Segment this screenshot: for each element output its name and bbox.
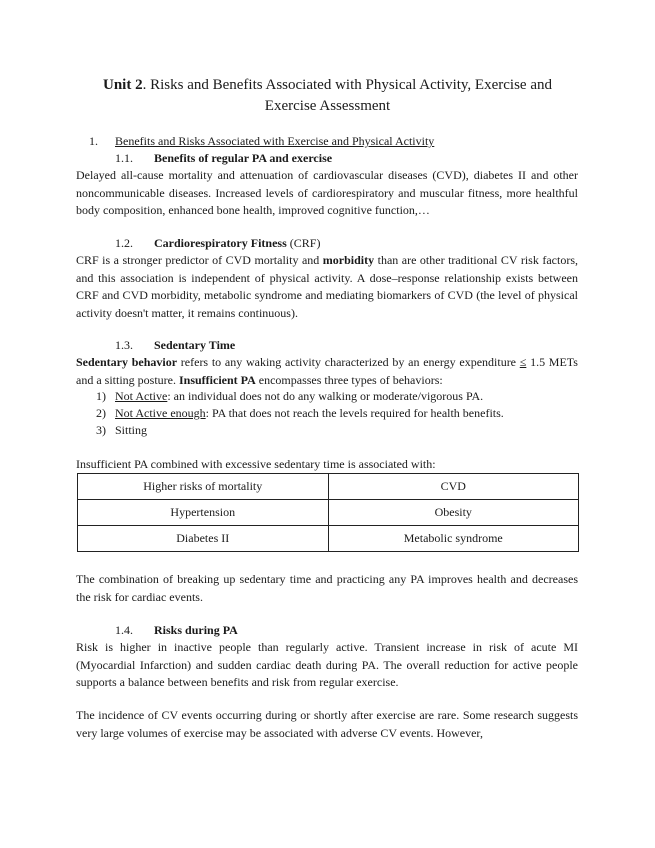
list-item [96,422,147,439]
s1-2-body-b: than are other traditional CV risk factors, and this association is independent of physical activity. A dose–response relationship exists between CRF and CVD morbidity, metabolic syndrome and mediating biomarkers of CVD (the level of physical activity doesn't matter, it remains continuous). [76,253,578,320]
section1-heading: Benefits and Risks Associated with Exercise and Physical Activity [115,134,435,148]
s1-3-heading-text: Sedentary Time [154,338,236,352]
table-cell: Diabetes II [78,526,329,552]
s1-1-number: 1.1. [115,151,133,165]
list-item-text: : PA that does not reach the levels required for health benefits. [205,406,504,420]
table-cell: CVD [328,474,579,500]
table-cell: Hypertension [78,500,329,526]
s1-1-heading [154,150,332,167]
table-row [78,500,579,526]
s1-4-heading [154,622,238,639]
list-item-term: Not Active enough [115,406,206,420]
table-row [78,474,579,500]
table-cell: Higher risks of mortality [78,474,329,500]
s1-4-body2: The incidence of CV events occurring during or shortly after exercise are rare. Some research suggests very large volumes of exercise may be associated with adverse CV events. However, [76,708,578,740]
s1-1-heading-text: Benefits of regular PA and exercise [154,151,333,165]
s1-3-number: 1.3. [115,338,133,352]
s1-2-number: 1.2. [115,236,133,250]
table-intro: Insufficient PA combined with excessive sedentary time is associated with: [76,457,436,471]
s1-4-heading-text: Risks during PA [154,623,238,637]
s1-2-heading [154,235,320,252]
s1-3-heading [154,337,235,354]
s1-2-heading-suffix: (CRF) [286,236,321,250]
associations-table [77,473,579,552]
list-item-number: 1) [96,389,106,403]
s1-3-body-bold2: Insufficient PA [178,372,256,387]
list-item-text: : an individual does not do any walking or moderate/vigorous PA. [167,389,484,403]
s1-2-body [76,252,578,322]
s1-3-body-a: refers to any waking activity characterized by an energy expenditure [177,355,520,369]
title-unit-label: Unit 2 [103,77,143,93]
title-line1: . Risks and Benefits Associated with Physical Activity, Exercise and [142,77,552,93]
list-item-number: 3) [96,423,106,437]
s1-4-number: 1.4. [115,623,133,637]
table-row [78,526,579,552]
list-item-term: Not Active [115,389,168,403]
after-table-text: The combination of breaking up sedentary time and practicing any PA improves health and decreases the risk for cardiac events. [76,572,578,604]
list-item [96,405,504,422]
s1-2-body-a: CRF is a stronger predictor of CVD mortality and [76,253,323,267]
table-cell: Obesity [328,500,579,526]
s1-3-body [76,354,578,389]
list-item [96,388,483,405]
list-item-number: 2) [96,406,106,420]
document-title [90,75,565,117]
s1-1-body: Delayed all-cause mortality and attenuation of cardiovascular diseases (CVD), diabetes II and other noncommunicable diseases. Increased levels of cardiorespiratory and muscular fitness, more healthful body composition, enhanced bone health, improved cognitive function,… [76,168,578,217]
s1-4-body1: Risk is higher in inactive people than regularly active. Transient increase in risk of acute MI (Myocardial Infarction) and sudden cardiac death during PA. The overall reduction for active people supports a balance between benefits and risk from regular exercise. [76,640,578,689]
title-line2: Exercise Assessment [264,98,391,114]
list-item-text: Sitting [115,423,148,437]
s1-2-body-bold: morbidity [322,253,375,267]
s1-3-body-bold1: Sedentary behavior [76,355,178,369]
s1-3-leq: ≤ [519,355,527,369]
table-cell: Metabolic syndrome [328,526,579,552]
s1-2-heading-text: Cardiorespiratory Fitness [154,236,287,250]
section1-number: 1. [89,134,98,148]
s1-3-body-c: encompasses three types of behaviors: [255,372,443,387]
s1-3-body-b: 1.5 METs and a sitting posture. [76,355,578,387]
